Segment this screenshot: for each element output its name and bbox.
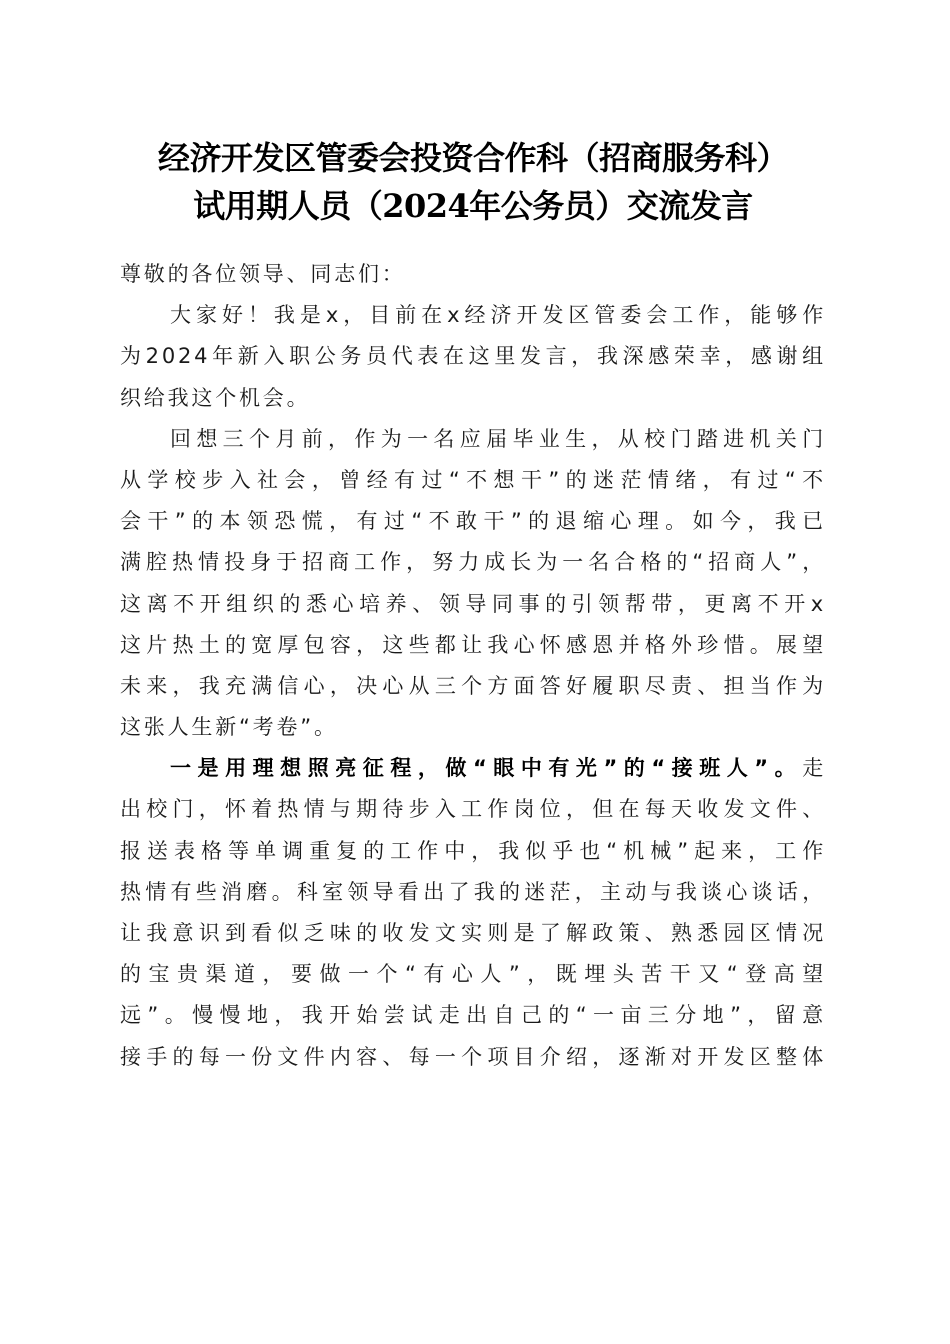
paragraph-3-line-4: 热情有些消磨。科室领导看出了我的迷茫，主动与我谈心谈话，: [120, 879, 826, 904]
paragraph-2-line-4: 满腔热情投身于招商工作，努力成长为一名合格的“招商人”，: [120, 550, 826, 575]
paragraph-2-line-5: 这离不开组织的悉心培养、领导同事的引领帮带，更离不开x: [120, 591, 826, 616]
paragraph-3-line-5: 让我意识到看似乏味的收发文实则是了解政策、熟悉园区情况: [120, 921, 826, 945]
paragraph-2-line-6: 这片热土的宽厚包容，这些都让我心怀感恩并格外珍惜。展望: [120, 632, 826, 657]
paragraph-3-lead-tail: 走: [802, 756, 826, 781]
paragraph-2-line-7: 未来，我充满信心，决心从三个方面答好履职尽责、担当作为: [120, 673, 826, 698]
paragraph-2-line-8: 这张人生新“考卷”。: [120, 715, 338, 740]
document-title-line-2: 试用期人员（2024年公务员）交流发言: [193, 187, 753, 225]
salutation: 尊敬的各位领导、同志们：: [120, 262, 406, 286]
paragraph-3-line-3: 报送表格等单调重复的工作中，我似乎也“机械”起来，工作: [120, 838, 826, 863]
paragraph-3-line-7: 远”。慢慢地，我开始尝试走出自己的“一亩三分地”，留意: [120, 1003, 826, 1028]
paragraph-2-line-3: 会干”的本领恐慌，有过“不敢干”的退缩心理。如今，我已: [120, 509, 826, 534]
document-title-line-1: 经济开发区管委会投资合作科（招商服务科）: [157, 139, 788, 177]
paragraph-3-line-8: 接手的每一份文件内容、每一个项目介绍，逐渐对开发区整体: [120, 1044, 826, 1069]
paragraph-3-lead-sentence: 一是用理想照亮征程，做“眼中有光”的“接班人”。: [170, 756, 803, 781]
paragraph-1-line-2: 为2024年新入职公务员代表在这里发言，我深感荣幸，感谢组: [120, 344, 826, 369]
paragraph-2-line-1: 回想三个月前，作为一名应届毕业生，从校门踏进机关门: [170, 426, 826, 451]
paragraph-3-line-1: [120, 748, 826, 789]
paragraph-1-line-3: 织给我这个机会。: [120, 385, 311, 410]
paragraph-3-line-2: 出校门，怀着热情与期待步入工作岗位，但在每天收发文件、: [120, 797, 826, 822]
paragraph-1-line-1: 大家好！我是x，目前在x经济开发区管委会工作，能够作: [170, 303, 826, 328]
document-body: [120, 254, 826, 1078]
paragraph-2-line-2: 从学校步入社会，曾经有过“不想干”的迷茫情绪，有过“不: [120, 467, 826, 492]
paragraph-3-line-6: 的宝贵渠道，要做一个“有心人”，既埋头苦干又“登高望: [120, 962, 826, 987]
